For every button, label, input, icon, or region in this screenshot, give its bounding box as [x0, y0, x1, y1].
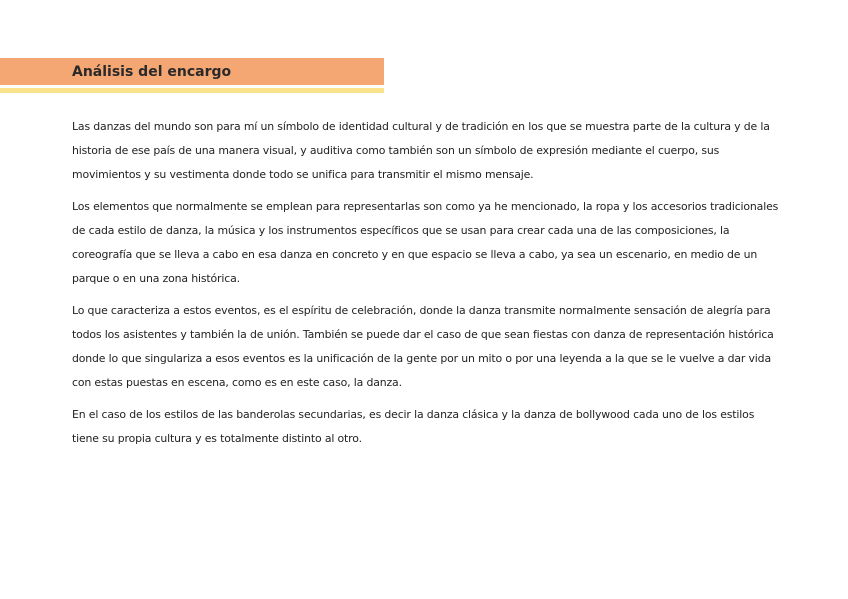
body-text	[72, 115, 780, 459]
paragraph: Los elementos que normalmente se emplean para representarlas son como ya he mencionado, la ropa y los accesorios tradicionales de cada estilo de danza, la música y los instrumentos específicos que se usan para crear cada una de las composiciones, la coreografía que se lleva a cabo en esa danza en concreto y en que espacio se lleva a cabo, ya sea un escenario, en medio de un parque o en una zona histórica.	[72, 200, 779, 285]
section-title: Análisis del encargo	[72, 64, 232, 80]
paragraph: En el caso de los estilos de las banderolas secundarias, es decir la danza clásica y la danza de bollywood cada uno de los estilos tiene su propia cultura y es totalmente distinto al otro.	[72, 408, 755, 445]
section-header-underline	[0, 88, 384, 93]
paragraph: Las danzas del mundo son para mí un símbolo de identidad cultural y de tradición en los que se muestra parte de la cultura y de la historia de ese país de una manera visual, y auditiva como también son un símbolo de expresión mediante el cuerpo, sus movimientos y su vestimenta donde todo se unifica para transmitir el mismo mensaje.	[72, 120, 770, 181]
paragraph: Lo que caracteriza a estos eventos, es el espíritu de celebración, donde la danza transmite normalmente sensación de alegría para todos los asistentes y también la de unión. También se puede dar el caso de que sean fiestas con danza de representación histórica donde lo que singulariza a esos eventos es la unificación de la gente por un mito o por una leyenda a la que se le vuelve a dar vida con estas puestas en escena, como es en este caso, la danza.	[72, 304, 774, 389]
